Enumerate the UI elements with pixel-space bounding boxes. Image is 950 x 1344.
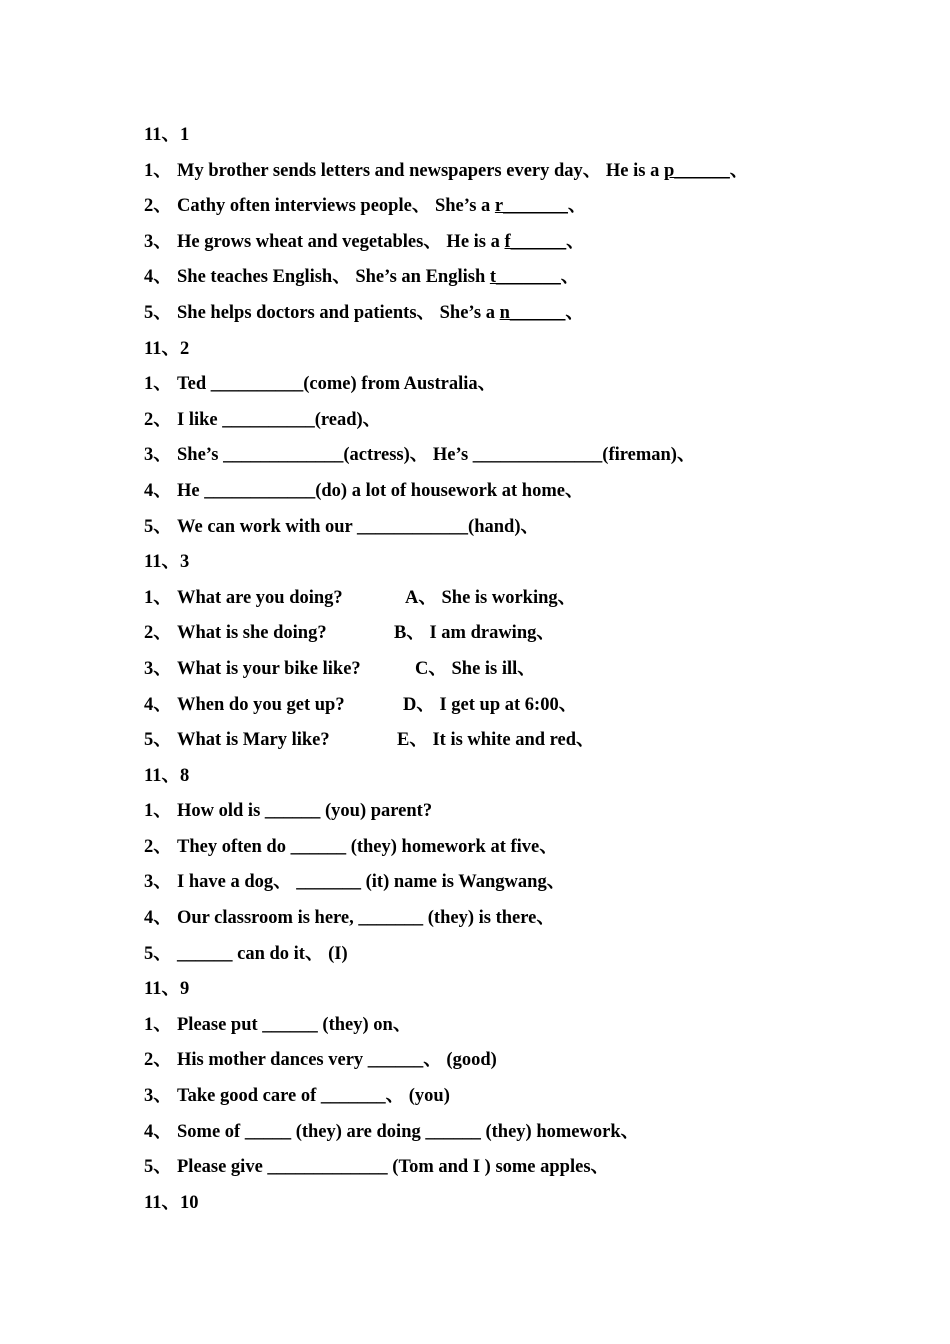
answer-blank: p______ xyxy=(663,160,730,181)
exercise-item xyxy=(144,438,904,474)
answer-blank: f______ xyxy=(504,231,567,252)
exercise-item xyxy=(144,189,904,225)
item-text: We can work with our ____________(hand)、 xyxy=(177,516,539,537)
item-text: He grows wheat and vegetables、 He is a xyxy=(177,231,505,252)
exercise-item xyxy=(144,901,904,937)
exercise-item xyxy=(144,367,904,403)
item-text: She teaches English、 She’s an English xyxy=(177,267,490,288)
exercise-item xyxy=(144,1150,904,1186)
item-text: She helps doctors and patients、 She’s a xyxy=(177,302,500,323)
item-end: 、 xyxy=(567,196,587,217)
item-text: Take good care of _______、 (you) xyxy=(177,1086,450,1107)
matching-question: What is she doing? xyxy=(177,623,327,644)
item-number: 3、 xyxy=(144,872,172,893)
exercise-item xyxy=(144,830,904,866)
item-text: Ted __________(come) from Australia、 xyxy=(177,374,497,395)
exercise-item xyxy=(144,154,904,190)
item-text: Some of _____ (they) are doing ______ (they) homework、 xyxy=(177,1121,640,1142)
item-end: 、 xyxy=(566,231,585,252)
exercise-item xyxy=(144,1079,904,1115)
item-number: 2、 xyxy=(144,196,172,217)
item-number: 4、 xyxy=(144,694,172,715)
matching-question: What is your bike like? xyxy=(177,658,361,679)
exercise-item xyxy=(144,225,904,261)
item-text: Cathy often interviews people、 She’s a xyxy=(177,196,495,217)
matching-question: What is Mary like? xyxy=(177,730,330,751)
item-number: 2、 xyxy=(144,409,172,430)
item-text: I have a dog、 _______ (it) name is Wangwang、 xyxy=(177,872,566,893)
section-heading: 11、1 xyxy=(144,125,190,145)
item-number: 2、 xyxy=(144,1050,172,1071)
section-heading: 11、10 xyxy=(144,1192,199,1213)
item-text: My brother sends letters and newspapers every day、 He is a xyxy=(177,160,664,181)
matching-option: B、 I am drawing、 xyxy=(394,623,555,644)
item-number: 1、 xyxy=(144,374,172,395)
exercise-item xyxy=(144,794,904,830)
item-number: 3、 xyxy=(144,1086,172,1107)
item-end: 、 xyxy=(565,302,584,323)
item-number: 4、 xyxy=(144,480,172,501)
item-text: She’s _____________(actress)、 He’s ______________(fireman)、 xyxy=(177,445,696,466)
item-text: How old is ______ (you) parent? xyxy=(177,801,433,822)
item-number: 2、 xyxy=(144,623,172,644)
matching-option: C、 She is ill、 xyxy=(415,658,536,679)
item-text: His mother dances very ______、 (good) xyxy=(177,1050,497,1071)
item-number: 5、 xyxy=(144,302,172,323)
matching-item xyxy=(144,723,904,759)
item-text: Please put ______ (they) on、 xyxy=(177,1014,412,1035)
item-text: I like __________(read)、 xyxy=(177,409,382,430)
exercise-item xyxy=(144,403,904,439)
section-heading: 11、9 xyxy=(144,979,190,1000)
item-number: 1、 xyxy=(144,587,172,608)
exercise-item xyxy=(144,510,904,546)
exercise-item xyxy=(144,1008,904,1044)
matching-item xyxy=(144,581,904,617)
item-number: 5、 xyxy=(144,1157,172,1178)
item-number: 5、 xyxy=(144,516,172,537)
worksheet xyxy=(144,118,904,1221)
matching-option: E、 It is white and red、 xyxy=(397,730,595,751)
item-text: Please give _____________ (Tom and I ) some apples、 xyxy=(177,1157,610,1178)
item-number: 3、 xyxy=(144,231,172,252)
matching-question: When do you get up? xyxy=(177,694,345,715)
item-number: 5、 xyxy=(144,730,172,751)
matching-question: What are you doing? xyxy=(177,587,343,608)
section-heading: 11、2 xyxy=(144,338,190,359)
matching-option: D、 I get up at 6:00、 xyxy=(403,694,578,715)
item-number: 1、 xyxy=(144,1014,172,1035)
exercise-item xyxy=(144,1115,904,1151)
matching-item xyxy=(144,616,904,652)
matching-item xyxy=(144,652,904,688)
section-heading: 11、3 xyxy=(144,552,190,573)
item-text: ______ can do it、 (I) xyxy=(177,943,348,964)
item-number: 1、 xyxy=(144,160,172,181)
item-end: 、 xyxy=(729,160,749,181)
item-number: 4、 xyxy=(144,1121,172,1142)
item-text: They often do ______ (they) homework at five、 xyxy=(177,836,558,857)
item-text: He ____________(do) a lot of housework at home、 xyxy=(177,480,584,501)
answer-blank: n______ xyxy=(499,302,566,323)
item-text: Our classroom is here, _______ (they) is there、 xyxy=(177,908,555,929)
section-heading: 11、8 xyxy=(144,765,190,786)
exercise-item xyxy=(144,937,904,973)
matching-option: A、 She is working、 xyxy=(405,587,577,608)
exercise-item xyxy=(144,865,904,901)
exercise-item xyxy=(144,260,904,296)
item-number: 2、 xyxy=(144,836,172,857)
item-number: 4、 xyxy=(144,908,172,929)
item-number: 1、 xyxy=(144,801,172,822)
item-number: 3、 xyxy=(144,658,172,679)
item-number: 3、 xyxy=(144,445,172,466)
answer-blank: r_______ xyxy=(494,196,568,217)
item-end: 、 xyxy=(560,267,580,288)
matching-item xyxy=(144,688,904,724)
item-number: 4、 xyxy=(144,267,172,288)
answer-blank: t_______ xyxy=(489,267,561,288)
exercise-item xyxy=(144,1043,904,1079)
exercise-item xyxy=(144,474,904,510)
exercise-item xyxy=(144,296,904,332)
item-number: 5、 xyxy=(144,943,172,964)
